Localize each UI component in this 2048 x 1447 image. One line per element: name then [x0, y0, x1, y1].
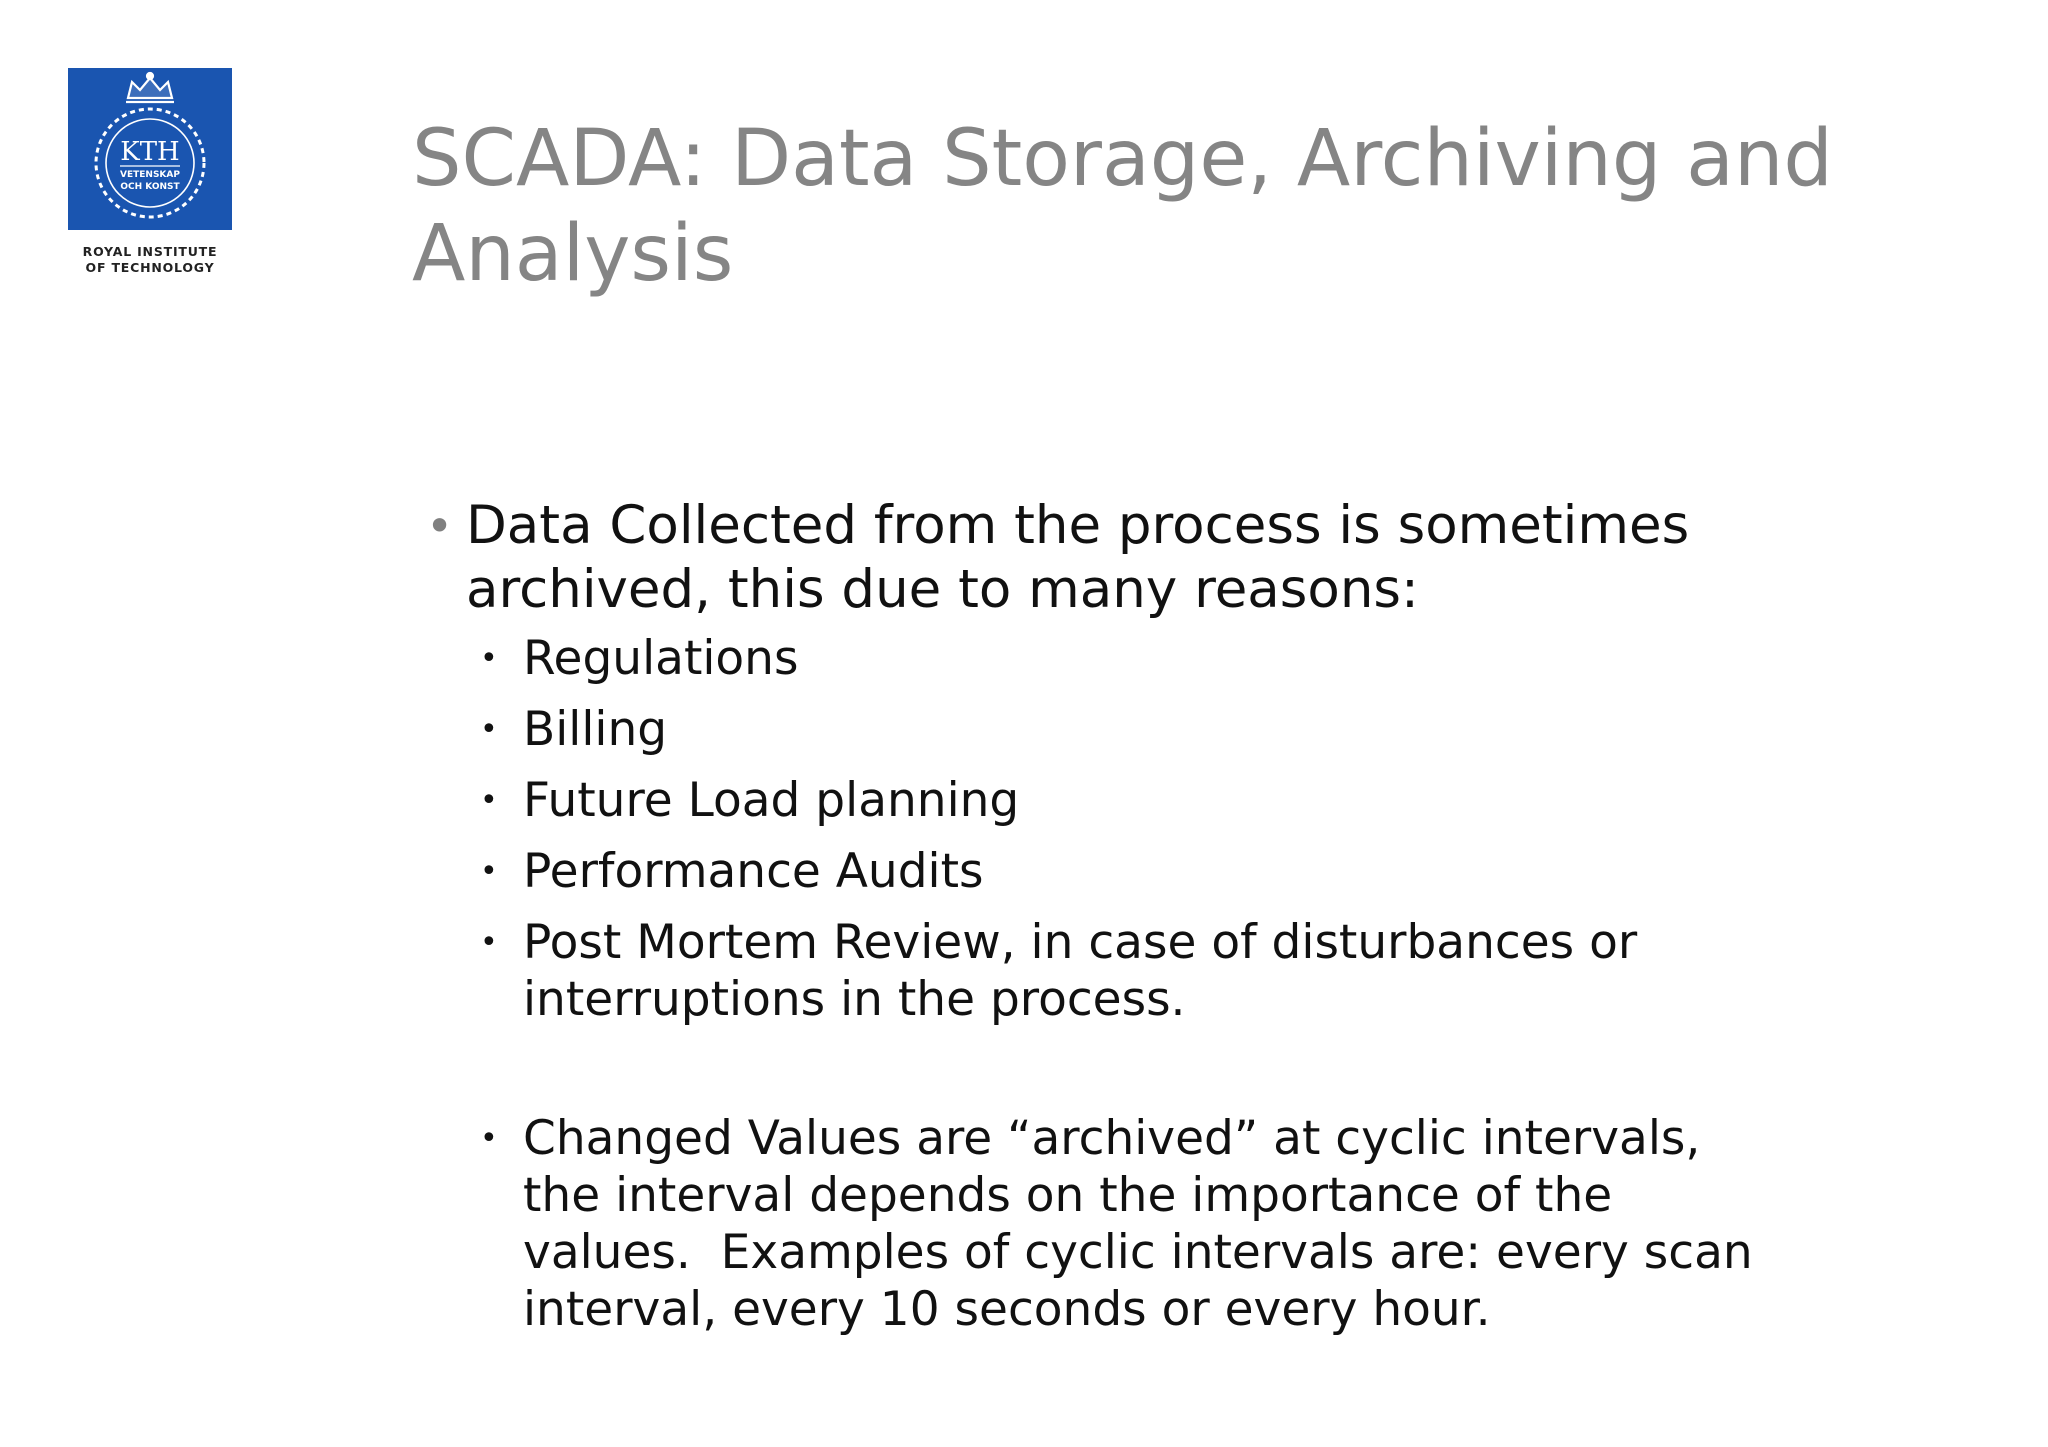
primary-bullet-line-2: archived, this due to many reasons:: [466, 559, 1419, 620]
sub-bullet-dot-icon: •: [480, 712, 498, 747]
sub-bullet-dot-icon: •: [480, 854, 498, 889]
logo-caption-line-1: ROYAL INSTITUTE: [82, 244, 218, 259]
sub-bullet-performance-audits: [420, 843, 1840, 900]
sub-bullet-text: Regulations: [523, 631, 799, 686]
sub-bullet-dot-icon: •: [480, 783, 498, 818]
sub-bullet-text: Performance Audits: [523, 844, 984, 899]
sub-bullet-post-mortem-review: [420, 914, 1840, 1028]
sub-bullet-text: Future Load planning: [523, 773, 1020, 828]
sub-bullet-regulations: [420, 630, 1840, 687]
emblem-motto-line-1: VETENSKAP: [120, 170, 180, 180]
primary-bullet-line-1: Data Collected from the process is sometimes: [466, 495, 1690, 556]
kth-logo: [68, 68, 232, 276]
sub-bullet-text-line-3: values. Examples of cyclic intervals are: every scan: [523, 1225, 1753, 1280]
sub-bullet-future-load-planning: [420, 772, 1840, 829]
logo-caption-line-2: OF TECHNOLOGY: [85, 260, 215, 275]
sub-bullet-text-line-4: interval, every 10 seconds or every hour.: [523, 1282, 1491, 1337]
sub-bullet-dot-icon: •: [480, 925, 498, 960]
sub-bullet-text-line-2: the interval depends on the importance of the: [523, 1168, 1613, 1223]
sub-bullet-text-line-1: Post Mortem Review, in case of disturbances or: [523, 915, 1638, 970]
sub-bullet-changed-values: [420, 1110, 1840, 1338]
emblem-motto-line-2: OCH KONST: [120, 182, 180, 192]
sub-bullet-billing: [420, 701, 1840, 758]
sub-bullet-text-line-2: interruptions in the process.: [523, 972, 1186, 1027]
primary-bullet: [420, 494, 1840, 622]
slide-title: SCADA: Data Storage, Archiving and Analysis: [412, 114, 1833, 299]
slide-body: [420, 494, 1840, 1338]
sub-bullet-text: Billing: [523, 702, 668, 757]
sub-bullet-dot-icon: •: [480, 1121, 498, 1156]
sub-bullet-list: [420, 630, 1840, 1338]
kth-emblem-icon: [68, 68, 232, 230]
sub-bullet-text-line-1: Changed Values are “archived” at cyclic intervals,: [523, 1111, 1701, 1166]
bullet-dot-icon: •: [426, 499, 454, 553]
emblem-kth-text: KTH: [120, 137, 180, 167]
sub-bullet-dot-icon: •: [480, 641, 498, 676]
logo-caption: [68, 244, 232, 276]
